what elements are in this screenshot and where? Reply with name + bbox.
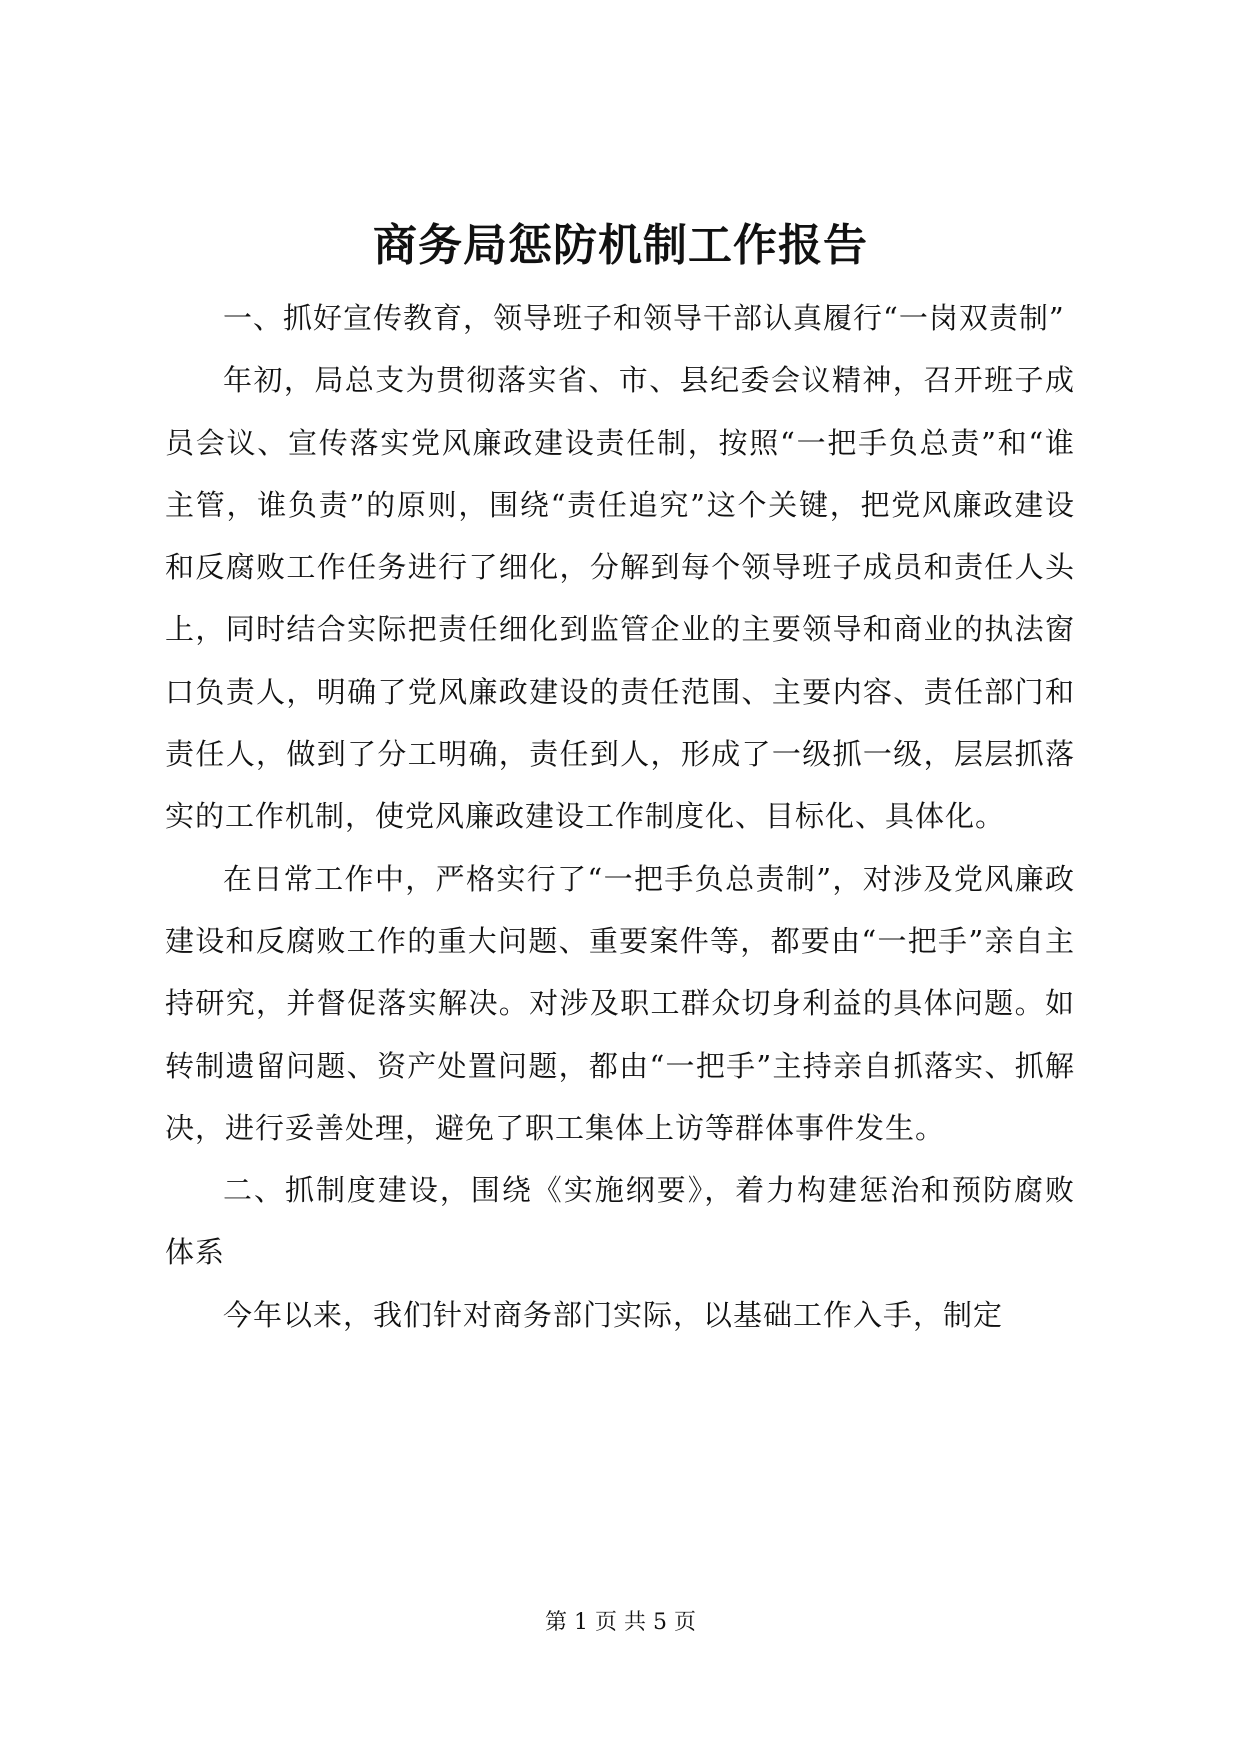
page-footer: 第 1 页 共 5 页 (545, 1610, 696, 1635)
heading-section-2: 二、抓制度建设，围绕《实施纲要》，着力构建惩治和预防腐败体系 (165, 1173, 1075, 1270)
page-title: 商务局惩防机制工作报告 (373, 220, 868, 271)
heading-section-1: 一、抓好宣传教育，领导班子和领导干部认真履行“一岗双责制” (223, 301, 1065, 335)
paragraph-responsibility: 年初，局总支为贯彻落实省、市、县纪委会议精神，召开班子成员会议、宣传落实党风廉政建设责任制，按照“一把手负总责”和“谁主管，谁负责”的原则，围绕“责任追究”这个关键，把党风廉政建设和反腐败工作任务进行了细化，分解到每个领导班子成员和责任人头上，同时结合实际把责任细化到监管企业的主要领导和商业的执法窗口负责人，明确了党风廉政建设的责任范围、主要内容、责任部门和责任人，做到了分工明确，责任到人，形成了一级抓一级，层层抓落实的工作机制，使党风廉政建设工作制度化、目标化、具体化。 (165, 363, 1075, 834)
paragraph-daily-work: 在日常工作中，严格实行了“一把手负总责制”，对涉及党风廉政建设和反腐败工作的重大问题、重要案件等，都要由“一把手”亲自主持研究，并督促落实解决。对涉及职工群众切身利益的具体问题。如转制遗留问题、资产处置问题，都由“一把手”主持亲自抓落实、抓解决，进行妥善处理，避免了职工集体上访等群体事件发生。 (165, 861, 1075, 1145)
document-body (165, 287, 1075, 1346)
paragraph-this-year: 今年以来，我们针对商务部门实际，以基础工作入手，制定 (223, 1297, 1004, 1332)
